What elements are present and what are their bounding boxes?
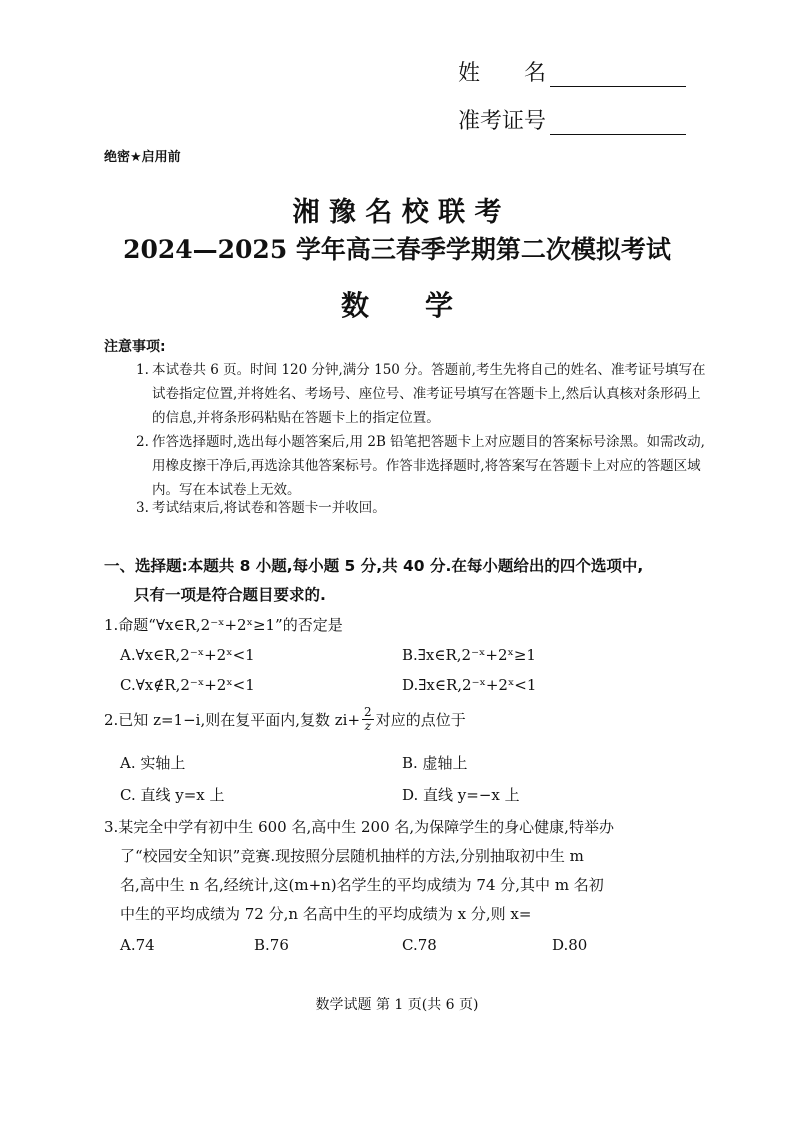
q2-fraction — [362, 706, 374, 733]
exam-title: 2024—2025 学年高三春季学期第二次模拟考试 — [123, 235, 671, 264]
name-label: 姓 名 — [458, 61, 547, 86]
secret-label: 绝密★启用前 — [104, 150, 181, 165]
q2-option-d: D. 直线 y=−x 上 — [402, 786, 520, 804]
exam-id-label: 准考证号 — [458, 109, 547, 134]
q3-option-b: B.76 — [254, 936, 289, 954]
note-text: 作答选择题时,选出每小题答案后,用 2B 铅笔把答题卡上对应题目的答案标号涂黑。如需改动,用橡皮擦干净后,再选涂其他答案标号。作答非选择题时,将答案写在答题卡上对应的答题区域内。写在本试卷上无效。 — [152, 434, 705, 498]
q2-fraction-denominator: z — [364, 719, 372, 733]
exam-id-blank — [550, 108, 686, 135]
question-1-stem: 1.命题“∀x∈R,2⁻ˣ+2ˣ≥1”的否定是 — [104, 616, 343, 634]
note-text: 考试结束后,将试卷和答题卡一并收回。 — [152, 500, 386, 516]
note-text: 本试卷共 6 页。时间 120 分钟,满分 150 分。答题前,考生先将自己的姓名、准考证号填写在试卷指定位置,并将姓名、考场号、座位号、准考证号填写在答题卡上,然后认真核对条形码上的信息,并将条形码粘贴在答题卡上的指定位置。 — [152, 362, 706, 426]
name-blank — [550, 60, 686, 87]
q1-option-c: C.∀x∉R,2⁻ˣ+2ˣ<1 — [120, 676, 255, 694]
q2-option-b: B. 虚轴上 — [402, 754, 468, 772]
q2-stem-pre: 2.已知 z=1−i,则在复平面内,复数 zi+ — [104, 711, 361, 729]
question-3-line: 中生的平均成绩为 72 分,n 名高中生的平均成绩为 x 分,则 x= — [120, 905, 532, 923]
note-number: 2. — [136, 434, 149, 450]
notes-heading: 注意事项: — [104, 339, 166, 355]
question-3-line: 了“校园安全知识”竞赛.现按照分层随机抽样的方法,分别抽取初中生 m — [120, 847, 584, 865]
q2-option-c: C. 直线 y=x 上 — [120, 786, 225, 804]
note-item — [136, 358, 710, 430]
q1-option-a: A.∀x∈R,2⁻ˣ+2ˣ<1 — [120, 646, 255, 664]
q2-fraction-numerator: 2 — [364, 705, 372, 719]
q3-option-d: D.80 — [552, 936, 588, 954]
q2-stem-post: 对应的点位于 — [375, 711, 466, 729]
page-footer: 数学试题 第 1 页(共 6 页) — [315, 997, 479, 1013]
section-heading: 一、选择题:本题共 8 小题,每小题 5 分,共 40 分.在每小题给出的四个选项中, — [104, 557, 644, 575]
subject-title: 数 学 — [340, 289, 453, 322]
q2-option-a: A. 实轴上 — [120, 754, 186, 772]
question-2-stem — [104, 706, 466, 733]
note-item — [136, 496, 710, 520]
note-number: 3. — [136, 500, 149, 516]
q3-option-c: C.78 — [402, 936, 437, 954]
exam-org-title: 湘 豫 名 校 联 考 — [292, 197, 502, 228]
note-item — [136, 430, 710, 502]
q1-option-b: B.∃x∈R,2⁻ˣ+2ˣ≥1 — [402, 646, 536, 664]
q3-option-a: A.74 — [120, 936, 155, 954]
question-3-line: 名,高中生 n 名,经统计,这(m+n)名学生的平均成绩为 74 分,其中 m 名初 — [120, 876, 604, 894]
note-number: 1. — [136, 362, 149, 378]
question-3-line: 3.某完全中学有初中生 600 名,高中生 200 名,为保障学生的身心健康,特举办 — [104, 818, 614, 836]
q1-option-d: D.∃x∈R,2⁻ˣ+2ˣ<1 — [402, 676, 537, 694]
name-field — [458, 56, 686, 87]
exam-id-field — [458, 104, 686, 135]
section-heading-cont: 只有一项是符合题目要求的. — [134, 586, 326, 604]
